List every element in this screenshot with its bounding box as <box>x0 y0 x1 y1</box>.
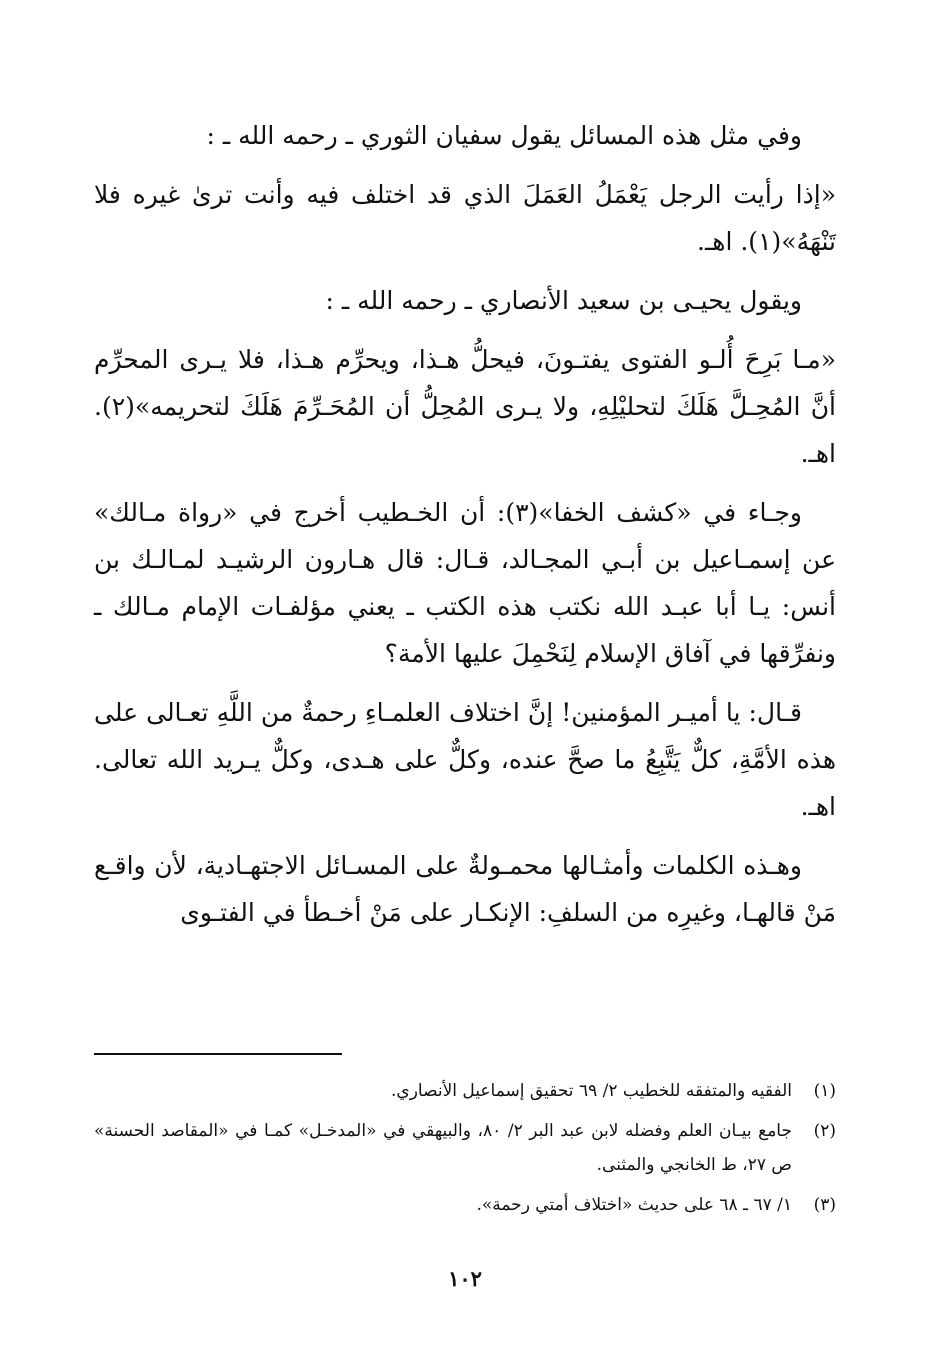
paragraph-kashf-alkhafa: وجـاء في «كشف الخفا»(٣): أن الخـطيب أخرج في «رواة مـالك» عن إسمـاعيل بن أبـي المجـالد، قـال: قال هـارون الرشيـد لمـالـك بن أنس: يـا أبا عبـد الله نكتب هذه الكتب ـ يعني مؤلفـات الإمام مـالك ـ ونفرِّقها في آفاق الإسلام لِنَحْمِلَ عليها الأمة؟ <box>94 498 836 668</box>
footnote-separator <box>94 1053 342 1055</box>
footnote-marker: (٣) <box>813 1195 836 1215</box>
main-text <box>94 112 836 948</box>
footnote-item <box>94 1074 836 1108</box>
footnotes <box>94 1074 836 1228</box>
book-page <box>94 0 836 1369</box>
paragraph-yahya-intro: ويقول يحيـى بن سعيد الأنصاري ـ رحمه الله ـ : <box>325 286 802 315</box>
footnote-text: ١/ ٦٧ ـ ٦٨ على حديث «اختلاف أمتي رحمة». <box>476 1195 792 1215</box>
paragraph-ijtihad: وهـذه الكلمات وأمثـالها محمـولةٌ على المسـائل الاجتهـادية، لأن واقـع مَنْ قالهـا، وغيرِه من السلفِ: الإنكـار على مَنْ أخـطأ في الفتـوى <box>94 851 836 927</box>
paragraph-sufyan-intro: وفي مثل هذه المسائل يقول سفيان الثوري ـ رحمه الله ـ : <box>206 121 802 150</box>
footnote-text: الفقيه والمتفقه للخطيب ٢/ ٦٩ تحقيق إسماعيل الأنصاري. <box>391 1081 792 1101</box>
page-number: ١٠٢ <box>448 1266 482 1291</box>
footnote-text: جامع بيـان العلم وفضله لابن عبد البر ٢/ ٨٠، والبيهقي في «المدخـل» كمـا في «المقاصد الحسنة» ص ٢٧، ط الخانجي والمثنى. <box>94 1121 792 1175</box>
paragraph-sufyan-quote: «إذا رأيت الرجل يَعْمَلُ العَمَلَ الذي قد اختلف فيه وأنت ترىٰ غيره فلا تَنْهَهُ»(١). اهـ. <box>94 180 836 256</box>
paragraph-malik-answer: قـال: يا أميـر المؤمنين! إنَّ اختلاف العلمـاءِ رحمةٌ من اللَّهِ تعـالى على هذه الأمَّةِ، كلٌّ يَتَّبِعُ ما صحَّ عنده، وكلٌّ على هـدى، وكلٌّ يـريد الله تعالى. اهـ. <box>94 698 836 821</box>
footnote-item <box>94 1188 836 1222</box>
footnote-marker: (١) <box>813 1081 836 1101</box>
footnote-item <box>94 1114 836 1182</box>
paragraph-yahya-quote: «مـا بَرِحَ أُلـو الفتوى يفتـونَ، فيحلُّ هـذا، ويحرِّم هـذا، فلا يـرى المحرِّم أنَّ المُحِـلَّ هَلَكَ لتحليْلِهِ، ولا يـرى المُحِلُّ أن المُحَـرِّمَ هَلَكَ لتحريمه»(٢). اهـ. <box>94 345 836 468</box>
footnote-marker: (٢) <box>813 1121 836 1141</box>
